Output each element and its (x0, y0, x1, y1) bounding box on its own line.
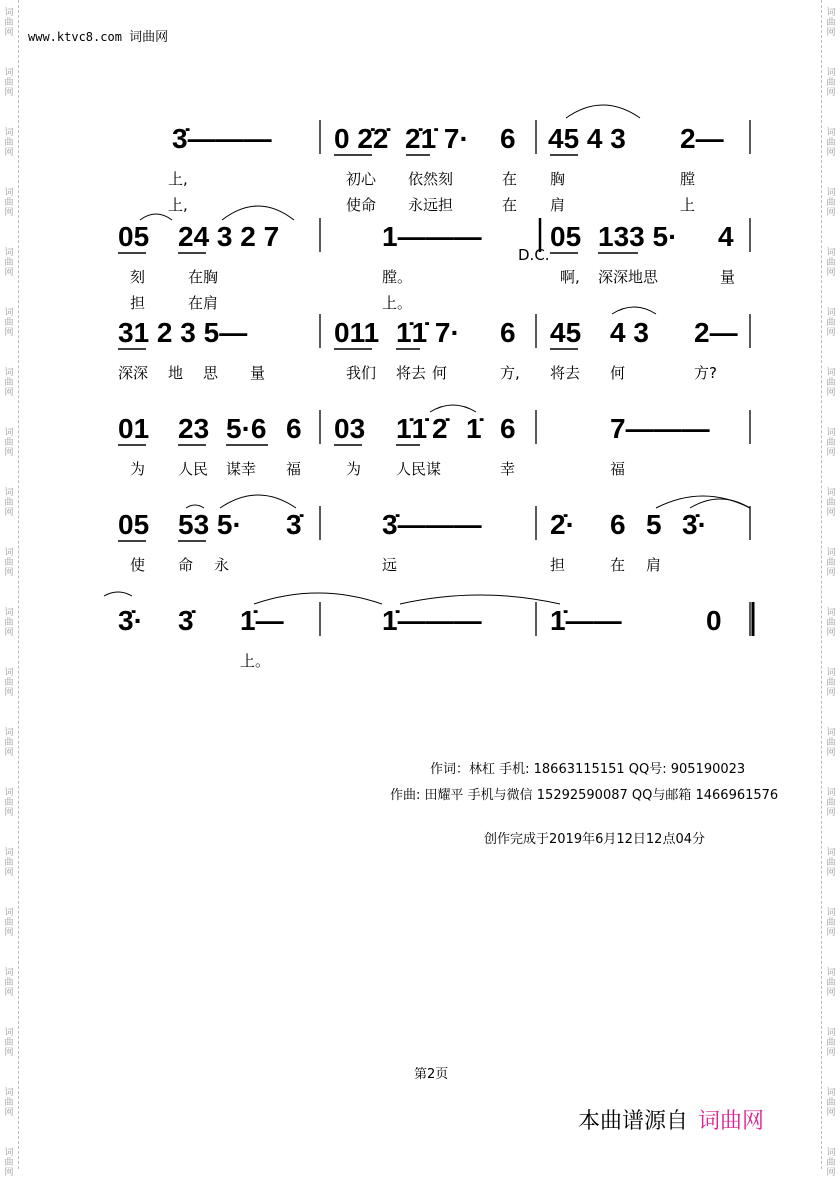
lyric: 上 (680, 196, 696, 214)
note-group: 1̇—— (550, 605, 622, 636)
margin-stamp: 词 曲 网 (826, 308, 836, 338)
margin-stamp: 词 曲 网 (4, 428, 14, 458)
margin-stamp: 词 曲 网 (4, 68, 14, 98)
note-group: 2— (694, 317, 738, 348)
margin-stamp: 词 曲 网 (4, 188, 14, 218)
note-group: 45 4 3 (548, 123, 626, 154)
margin-stamp: 词 曲 网 (4, 368, 14, 398)
tie-slur (612, 307, 656, 314)
note-group: 1̇——— (382, 605, 482, 636)
lyricist-credit: 作词：林杠 手机: 18663115151 QQ号: 905190023 (430, 762, 746, 777)
lyric: 将去 (396, 364, 427, 382)
tie-slur (140, 214, 172, 220)
margin-stamp: 词 曲 网 (826, 848, 836, 878)
margin-stamp: 词 曲 网 (826, 368, 836, 398)
margin-stamp: 词 曲 网 (826, 608, 836, 638)
margin-stamp: 词 曲 网 (4, 128, 14, 158)
margin-stamp: 词 曲 网 (826, 68, 836, 98)
note-group: 05 (118, 221, 150, 252)
source-brand[interactable]: 词曲网 (698, 1109, 765, 1134)
margin-stamp: 词 曲 网 (4, 1148, 14, 1178)
note-group: 2̇ (432, 413, 448, 444)
tie-slur (104, 592, 132, 596)
lyric: 在肩 (188, 294, 219, 312)
lyric: 依然刻 (408, 170, 454, 188)
note-group: 3̇· (682, 509, 707, 540)
lyric: 膛 (680, 170, 696, 188)
lyric: 刻 (130, 268, 146, 286)
margin-stamp: 词 曲 网 (4, 668, 14, 698)
tie-slur (690, 499, 750, 508)
note-group: 24 3 2 7 (178, 221, 280, 252)
note-group: 4 (718, 221, 734, 252)
tie-slur (186, 505, 204, 508)
margin-stamp: 词 曲 网 (826, 248, 836, 278)
note-group: 1——— (382, 221, 482, 252)
note-group: 2— (680, 123, 724, 154)
note-group: 1̇1̇ (396, 413, 428, 444)
note-group: 0 2̇2̇ (334, 123, 389, 154)
margin-stamp: 词 曲 网 (826, 788, 836, 818)
margin-stamp: 词 曲 网 (826, 8, 836, 38)
lyric: 命 (178, 556, 194, 574)
lyric: 将去 (550, 364, 581, 382)
note-group: 3̇ (178, 605, 194, 636)
margin-stamp: 词 曲 网 (826, 908, 836, 938)
tie-slur (220, 495, 296, 508)
note-group: 3̇——— (382, 509, 482, 540)
site-name: 词曲网 (129, 30, 169, 45)
lyric: 方, (500, 364, 520, 382)
note-group: 05 (550, 221, 582, 252)
lyric: 为 (130, 460, 146, 478)
tie-slur (254, 593, 382, 604)
source-notice (578, 1104, 764, 1135)
lyric: 上, (168, 170, 188, 188)
lyric: 量 (720, 268, 736, 286)
da-capo-mark: D.C. (518, 246, 550, 264)
margin-stamp: 词 曲 网 (826, 668, 836, 698)
note-group: 01 (118, 413, 150, 444)
note-group: 5 (646, 509, 662, 540)
note-group: 5·6 (226, 413, 267, 444)
composer-credit: 作曲: 田耀平 手机与微信 15292590087 QQ与邮箱 1466961576 (390, 788, 779, 803)
note-group: 6 (500, 413, 516, 444)
margin-stamp: 词 曲 网 (826, 1148, 836, 1178)
lyric: 深深 (118, 364, 149, 382)
note-group: 45 (550, 317, 582, 348)
lyric: 远 (382, 556, 398, 574)
note-group: 05 (118, 509, 150, 540)
lyric: 上。 (382, 294, 413, 312)
note-group: 3̇——— (172, 123, 272, 154)
lyric: 谋幸 (226, 460, 257, 478)
margin-stamp: 词 曲 网 (4, 1088, 14, 1118)
lyric: 幸 (500, 460, 516, 478)
margin-stamp: 词 曲 网 (4, 8, 14, 38)
note-group: 011 (334, 317, 380, 348)
note-group: 7——— (610, 413, 710, 444)
lyric: 啊, (560, 268, 580, 286)
margin-stamp: 词 曲 网 (826, 548, 836, 578)
lyric: 为 (346, 460, 362, 478)
source-prefix: 本曲谱源自 (578, 1109, 689, 1134)
margin-stamp: 词 曲 网 (4, 248, 14, 278)
margin-stamp: 词 曲 网 (826, 1088, 836, 1118)
lyric: 上。 (240, 652, 271, 670)
note-group: 4 3 (610, 317, 649, 348)
margin-stamp: 词 曲 网 (826, 1028, 836, 1058)
lyric: 永 (214, 556, 230, 574)
note-group: 1̇1̇ 7· (396, 317, 460, 348)
note-group: 53 5· (178, 509, 242, 540)
lyric: 使 (130, 556, 146, 574)
margin-stamp: 词 曲 网 (4, 728, 14, 758)
note-group: 2̇1̇ 7· (405, 123, 469, 154)
lyric: 在 (610, 556, 626, 574)
note-group: 133 5· (598, 221, 678, 252)
margin-stamp: 词 曲 网 (826, 488, 836, 518)
lyric: 肩 (550, 196, 566, 214)
margin-stamp: 词 曲 网 (4, 1028, 14, 1058)
margin-stamp: 词 曲 网 (4, 968, 14, 998)
note-group: 23 (178, 413, 210, 444)
lyric: 在 (502, 170, 518, 188)
lyric: 福 (286, 460, 302, 478)
margin-stamp: 词 曲 网 (826, 128, 836, 158)
lyric: 福 (610, 460, 626, 478)
lyric: 深深地思 (598, 268, 659, 286)
site-domain: www.ktvc8.com (28, 30, 122, 44)
note-group: 1̇— (240, 605, 284, 636)
note-group: 3̇ (286, 509, 302, 540)
margin-stamp: 词 曲 网 (4, 908, 14, 938)
lyric: 使命 (346, 196, 377, 214)
margin-stamp: 词 曲 网 (4, 308, 14, 338)
lyric: 思 (203, 364, 219, 382)
note-group: 6 (500, 123, 516, 154)
page-number: 第2页 (414, 1067, 449, 1082)
note-group: 2̇· (550, 509, 575, 540)
note-group: 6 (610, 509, 626, 540)
lyric: 在 (502, 196, 518, 214)
lyric: 何 (610, 364, 626, 382)
margin-stamp: 词 曲 网 (826, 188, 836, 218)
lyric: 肩 (646, 556, 662, 574)
margin-stamp: 词 曲 网 (4, 788, 14, 818)
margin-stamp: 词 曲 网 (4, 608, 14, 638)
lyric: 何 (432, 364, 448, 382)
tie-slur (430, 405, 476, 412)
tie-slur (566, 105, 640, 118)
note-group: 31 2 3 5— (118, 317, 248, 348)
margin-stamp: 词 曲 网 (4, 488, 14, 518)
lyric: 初心 (346, 170, 377, 188)
lyric: 永远担 (408, 196, 454, 214)
note-group: 6 (500, 317, 516, 348)
lyric: 担 (130, 294, 146, 312)
lyric: 地 (168, 364, 184, 382)
lyric: 方? (694, 364, 717, 382)
margin-stamp: 词 曲 网 (4, 548, 14, 578)
note-group: 6 (286, 413, 302, 444)
note-group: 3̇· (118, 605, 143, 636)
margin-stamp: 词 曲 网 (826, 428, 836, 458)
note-group: 03 (334, 413, 366, 444)
lyric: 量 (250, 364, 266, 382)
margin-stamp: 词 曲 网 (826, 968, 836, 998)
lyric: 在胸 (188, 268, 219, 286)
lyric: 我们 (346, 364, 377, 382)
lyric: 担 (550, 556, 566, 574)
note-group: 0 (706, 605, 722, 636)
lyric: 胸 (550, 170, 566, 188)
lyric: 人民谋 (396, 460, 442, 478)
lyric: 膛。 (382, 268, 413, 286)
lyric: 人民 (178, 460, 209, 478)
margin-stamp: 词 曲 网 (826, 728, 836, 758)
lyric: 上, (168, 196, 188, 214)
margin-stamp: 词 曲 网 (4, 848, 14, 878)
note-group: 1̇ (466, 413, 482, 444)
completion-date: 创作完成于2019年6月12日12点04分 (484, 832, 705, 847)
tie-slur (222, 206, 294, 220)
